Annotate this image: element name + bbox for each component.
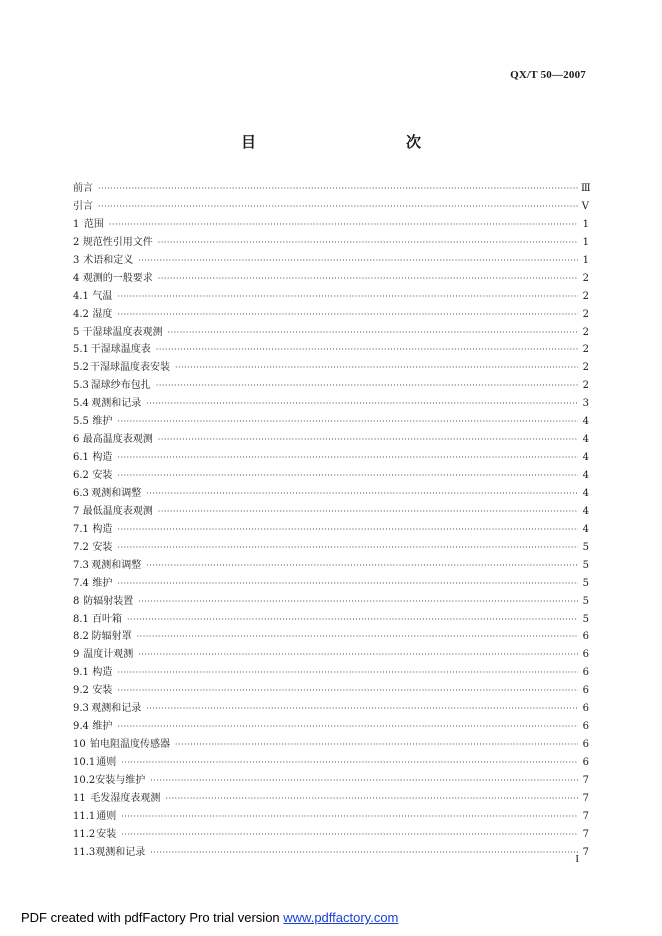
toc-leader-dots <box>146 395 578 413</box>
toc-entry[interactable] <box>73 306 589 324</box>
toc-entry-label: 安装 <box>92 470 113 481</box>
toc-title: 目 次 <box>240 133 461 151</box>
toc-entry-page: 5 <box>582 595 589 607</box>
table-of-contents <box>73 180 589 862</box>
toc-entry-label: 湿球纱布包扎 <box>90 380 151 392</box>
toc-entry-page: 4 <box>582 470 589 481</box>
toc-entry-page: 7 <box>582 810 589 822</box>
toc-entry-label: 观测和记录 <box>91 398 142 410</box>
toc-entry-label: 百叶箱 <box>92 613 123 625</box>
toc-entry-label: 观测和调整 <box>91 487 142 499</box>
toc-entry[interactable] <box>73 180 589 198</box>
toc-entry-label: 干湿球温度表安装 <box>90 362 170 374</box>
toc-leader-dots <box>117 467 578 485</box>
toc-leader-dots <box>117 521 578 539</box>
toc-entry-label: 安装 <box>96 828 117 840</box>
toc-leader-dots <box>168 324 578 342</box>
toc-entry-number: 9 <box>73 649 80 661</box>
toc-entry-number: 9.1 <box>73 667 89 679</box>
toc-entry-number: 5.1 <box>73 344 89 356</box>
toc-entry-page: 7 <box>582 846 589 858</box>
toc-entry-number: 10 <box>73 739 86 751</box>
toc-leader-dots <box>121 808 578 826</box>
toc-entry-number: 10.1 <box>73 757 96 768</box>
toc-entry-page: 5 <box>582 577 589 589</box>
toc-entry-label: 观测的一般要求 <box>82 272 153 284</box>
toc-entry[interactable] <box>73 826 589 844</box>
toc-entry[interactable] <box>73 216 589 234</box>
toc-entry[interactable] <box>73 682 589 700</box>
toc-entry-label: 湿度 <box>92 308 113 320</box>
toc-entry-page: 4 <box>582 523 589 535</box>
toc-entry[interactable] <box>73 772 589 790</box>
toc-entry-label: 范围 <box>83 218 104 230</box>
toc-entry-number: 2 <box>73 236 80 248</box>
toc-leader-dots <box>117 449 578 467</box>
toc-entry-label: 安装与维护 <box>95 774 146 786</box>
toc-entry[interactable] <box>73 377 589 395</box>
toc-entry-page: 4 <box>582 434 589 446</box>
toc-entry[interactable] <box>73 324 589 342</box>
toc-leader-dots <box>117 682 578 700</box>
toc-entry-page: 5 <box>582 541 589 553</box>
toc-entry[interactable] <box>73 754 589 772</box>
toc-entry-label: 干湿球温度表观测 <box>82 326 163 338</box>
toc-leader-dots <box>138 646 578 664</box>
toc-entry-number: 11.3 <box>73 846 96 858</box>
toc-leader-dots <box>117 575 578 593</box>
toc-entry-page: 2 <box>582 272 589 284</box>
toc-entry-page: 6 <box>582 721 589 733</box>
toc-entry-page: 4 <box>582 452 589 464</box>
toc-leader-dots <box>165 790 578 808</box>
toc-leader-dots <box>158 270 578 288</box>
toc-entry[interactable] <box>73 557 589 575</box>
toc-entry-label: 构造 <box>92 523 113 535</box>
document-code: QX/T 50—2007 <box>510 69 586 81</box>
toc-entry[interactable] <box>73 521 589 539</box>
toc-entry-number: 7.2 <box>73 541 89 553</box>
toc-entry[interactable] <box>73 790 589 808</box>
toc-leader-dots <box>138 593 578 611</box>
toc-entry[interactable] <box>73 646 589 664</box>
toc-entry-number: 10.2 <box>73 774 96 786</box>
toc-entry-page: 6 <box>582 757 589 768</box>
toc-leader-dots <box>121 754 578 772</box>
toc-leader-dots <box>117 413 578 431</box>
toc-entry[interactable] <box>73 575 589 593</box>
toc-entry-number: 7.4 <box>73 577 89 589</box>
toc-entry-label: 毛发湿度表观测 <box>90 792 161 804</box>
toc-leader-dots <box>156 341 578 359</box>
toc-entry-number: 11.1 <box>73 810 96 822</box>
toc-entry-label: 防辐射装置 <box>83 595 134 607</box>
toc-entry-number: 5 <box>73 326 80 338</box>
toc-entry-number: 6.2 <box>73 470 89 481</box>
toc-entry[interactable] <box>73 539 589 557</box>
toc-entry-number: 6.3 <box>73 487 89 499</box>
toc-entry-label: 防辐射罩 <box>91 631 132 643</box>
toc-entry-label: 气温 <box>92 290 113 302</box>
toc-leader-dots <box>117 306 578 324</box>
toc-leader-dots <box>109 216 578 234</box>
toc-entry-label: 温度计观测 <box>83 649 134 661</box>
toc-entry[interactable] <box>73 288 589 306</box>
toc-entry[interactable] <box>73 844 589 862</box>
toc-entry-label: 通则 <box>96 810 117 822</box>
toc-entry-page: 6 <box>582 739 589 751</box>
toc-entry-number: 6.1 <box>73 452 89 464</box>
toc-leader-dots <box>137 628 578 646</box>
toc-entry[interactable] <box>73 736 589 754</box>
toc-entry-page: 6 <box>582 667 589 679</box>
toc-entry[interactable] <box>73 449 589 467</box>
toc-entry-page: 2 <box>582 290 589 302</box>
toc-entry[interactable] <box>73 664 589 682</box>
toc-entry-label: 术语和定义 <box>83 254 134 266</box>
toc-entry[interactable] <box>73 467 589 485</box>
toc-entry-label: 最低温度表观测 <box>82 505 153 517</box>
toc-entry-number: 9.2 <box>73 685 89 697</box>
toc-entry-number: 7.3 <box>73 559 89 571</box>
toc-leader-dots <box>98 198 578 216</box>
toc-entry-page: 7 <box>582 792 589 804</box>
toc-leader-dots <box>146 557 578 575</box>
toc-entry-number: 5.2 <box>73 362 89 374</box>
toc-entry-page: 2 <box>582 380 589 392</box>
toc-entry-label: 安装 <box>92 685 113 697</box>
toc-leader-dots <box>117 664 578 682</box>
toc-entry-number: 5.5 <box>73 416 89 428</box>
toc-entry-page: 7 <box>582 774 589 786</box>
toc-entry-page: 7 <box>582 828 589 840</box>
toc-entry-page: 1 <box>582 236 589 248</box>
toc-entry[interactable] <box>73 503 589 521</box>
toc-entry-page: 5 <box>582 559 589 571</box>
footer-link[interactable]: www.pdffactory.com <box>283 910 399 925</box>
toc-entry-page: 1 <box>582 218 589 230</box>
toc-entry-number: 9.3 <box>73 703 89 715</box>
toc-entry-number: 3 <box>73 254 80 266</box>
toc-leader-dots <box>158 431 578 449</box>
toc-leader-dots <box>98 180 578 198</box>
toc-entry-number: 6 <box>73 434 80 446</box>
pdf-footer <box>21 910 398 925</box>
toc-entry-label: 最高温度表观测 <box>82 434 153 446</box>
toc-entry[interactable] <box>73 485 589 503</box>
toc-entry[interactable] <box>73 270 589 288</box>
toc-entry-page: 2 <box>582 344 589 356</box>
toc-leader-dots <box>117 718 578 736</box>
toc-entry[interactable] <box>73 198 589 216</box>
toc-entry-label: 铂电阻温度传感器 <box>90 739 170 751</box>
toc-entry-page: Ⅲ <box>581 183 591 194</box>
toc-entry[interactable] <box>73 593 589 611</box>
toc-entry-page: 4 <box>582 505 589 517</box>
toc-entry-number: 7.1 <box>73 523 89 535</box>
toc-entry-label: 观测和记录 <box>95 846 146 858</box>
toc-entry-number: 7 <box>73 505 80 517</box>
toc-entry-page: 6 <box>582 685 589 697</box>
toc-entry-number: 11.2 <box>73 828 96 840</box>
toc-entry[interactable] <box>73 359 589 377</box>
toc-entry-number: 4.2 <box>73 308 89 320</box>
toc-entry-number: 8.1 <box>73 613 89 625</box>
toc-entry[interactable] <box>73 611 589 629</box>
toc-entry-page: 2 <box>582 308 589 320</box>
toc-entry-number: 8.2 <box>73 631 89 643</box>
toc-entry-label: 构造 <box>92 667 113 679</box>
toc-leader-dots <box>117 539 578 557</box>
toc-leader-dots <box>150 844 578 862</box>
toc-entry-number: 5.4 <box>73 398 89 410</box>
toc-entry-number: 1 <box>73 218 80 230</box>
toc-entry[interactable] <box>73 718 589 736</box>
toc-entry[interactable] <box>73 413 589 431</box>
toc-entry-label: 观测和记录 <box>91 703 142 715</box>
toc-entry-page: 1 <box>582 254 589 266</box>
toc-entry-page: 6 <box>582 631 589 643</box>
toc-leader-dots <box>146 700 578 718</box>
toc-entry-number: 11 <box>73 792 86 804</box>
toc-leader-dots <box>158 234 578 252</box>
toc-leader-dots <box>127 611 578 629</box>
toc-entry-label: 引言 <box>73 200 93 212</box>
toc-entry-label: 安装 <box>92 541 113 553</box>
toc-entry-page: 3 <box>582 398 589 410</box>
toc-entry-page: 6 <box>582 649 589 661</box>
toc-leader-dots <box>138 252 578 270</box>
toc-entry[interactable] <box>73 341 589 359</box>
toc-entry-page: 4 <box>582 487 589 499</box>
toc-entry-number: 8 <box>73 595 80 607</box>
toc-entry-page: Ⅴ <box>581 200 589 212</box>
toc-entry-number: 5.3 <box>73 380 89 392</box>
toc-leader-dots <box>117 288 578 306</box>
toc-entry[interactable] <box>73 234 589 252</box>
toc-entry[interactable] <box>73 395 589 413</box>
toc-entry-number: 9.4 <box>73 721 89 733</box>
toc-entry-label: 规范性引用文件 <box>82 236 153 248</box>
toc-entry[interactable] <box>73 252 589 270</box>
toc-entry[interactable] <box>73 628 589 646</box>
toc-leader-dots <box>158 503 578 521</box>
toc-leader-dots <box>150 772 578 790</box>
toc-entry-page: 5 <box>582 613 589 625</box>
toc-leader-dots <box>146 485 578 503</box>
toc-entry-label: 构造 <box>92 452 113 464</box>
toc-entry-label: 维护 <box>92 721 113 733</box>
toc-entry-label: 前言 <box>73 183 93 194</box>
toc-entry-label: 通则 <box>96 757 117 768</box>
page-number: I <box>575 853 579 865</box>
toc-entry-page: 2 <box>582 362 589 374</box>
toc-entry-number: 4.1 <box>73 290 89 302</box>
toc-entry[interactable] <box>73 431 589 449</box>
toc-entry-label: 观测和调整 <box>91 559 142 571</box>
toc-leader-dots <box>156 377 578 395</box>
toc-entry[interactable] <box>73 808 589 826</box>
toc-entry-page: 4 <box>582 416 589 428</box>
toc-entry-page: 2 <box>582 326 589 338</box>
toc-leader-dots <box>175 359 578 377</box>
footer-text: PDF created with pdfFactory Pro trial version <box>21 910 284 925</box>
toc-entry-number: 4 <box>73 272 80 284</box>
toc-leader-dots <box>175 736 578 754</box>
toc-entry-label: 维护 <box>92 577 113 589</box>
toc-entry[interactable] <box>73 700 589 718</box>
toc-entry-label: 维护 <box>92 416 113 428</box>
toc-entry-label: 干湿球温度表 <box>90 344 151 356</box>
toc-entry-page: 6 <box>582 703 589 715</box>
toc-leader-dots <box>121 826 578 844</box>
